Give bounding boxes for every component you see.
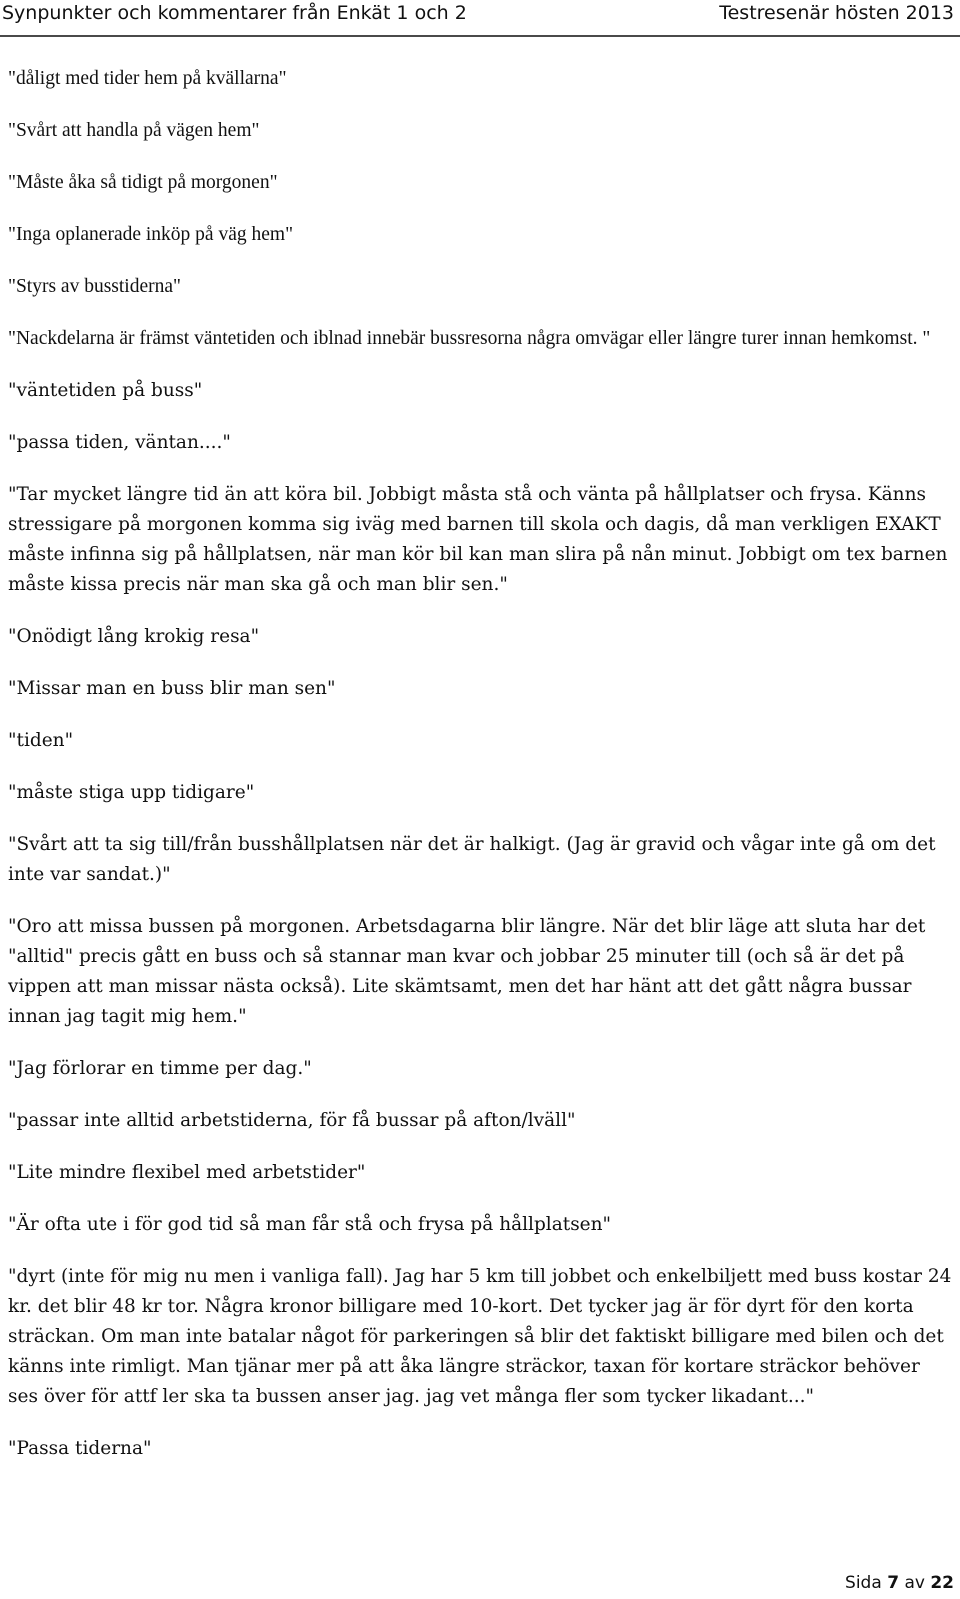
page-header bbox=[0, 0, 960, 48]
comment-paragraph: "Onödigt lång krokig resa" bbox=[8, 626, 260, 647]
comment-paragraph: "Jag förlorar en timme per dag." bbox=[8, 1058, 312, 1079]
comment-paragraph: "Lite mindre flexibel med arbetstider" bbox=[8, 1162, 366, 1183]
comment-paragraph: "dåligt med tider hem på kvällarna" bbox=[8, 68, 287, 89]
comment-paragraph: "Svårt att ta sig till/från busshållplatsen när det är halkigt. (Jag är gravid och vågar inte gå om det inte var sandat.)" bbox=[8, 834, 936, 885]
header-divider bbox=[0, 35, 960, 37]
document-period: Testresenär hösten 2013 bbox=[719, 2, 954, 24]
comment-paragraph: "tiden" bbox=[8, 730, 74, 751]
total-pages: 22 bbox=[930, 1573, 954, 1593]
comment-paragraph: "Tar mycket längre tid än att köra bil. Jobbigt måsta stå och vänta på hållplatser och frysa. Känns stressigare på morgonen komma sig iväg med barnen till skola och dagis, då man verkligen EXAKT måste infinna sig på hållplatsen, när man kör bil kan man slira på nån minut. Jobbigt om tex barnen måste kissa precis när man ska gå och man blir sen." bbox=[8, 484, 948, 595]
comment-paragraph: "Nackdelarna är främst väntetiden och iblnad innebär bussresorna några omvägar eller längre turer innan hemkomst. " bbox=[8, 328, 931, 349]
comment-list bbox=[8, 64, 954, 1486]
comment-paragraph: "Oro att missa bussen på morgonen. Arbetsdagarna blir längre. När det blir läge att sluta har det "alltid" precis gått en buss och så stannar man kvar och jobbar 25 minuter till (och så är det på vippen att man missar nästa också). Lite skämtsamt, men det har hänt att det gått några bussar innan jag tagit mig hem." bbox=[8, 916, 926, 1027]
comment-paragraph: "Styrs av busstiderna" bbox=[8, 276, 181, 297]
comment-paragraph: "Måste åka så tidigt på morgonen" bbox=[8, 172, 278, 193]
page-separator: av bbox=[904, 1573, 925, 1593]
page-label: Sida bbox=[845, 1573, 882, 1593]
document-title: Synpunkter och kommentarer från Enkät 1 och 2 bbox=[2, 2, 467, 24]
comment-paragraph: "passa tiden, väntan...." bbox=[8, 432, 231, 453]
comment-paragraph: "måste stiga upp tidigare" bbox=[8, 782, 255, 803]
comment-paragraph: "Missar man en buss blir man sen" bbox=[8, 678, 336, 699]
comment-paragraph: "dyrt (inte för mig nu men i vanliga fall). Jag har 5 km till jobbet och enkelbiljett med buss kostar 24 kr. det blir 48 kr tor. Några kronor billigare med 10-kort. Det tycker jag är för dyrt för den korta sträckan. Om man inte batalar något för parkeringen så blir det faktiskt billigare med bilen och det känns inte rimligt. Man tjänar mer på att åka längre sträckor, taxan för kortare sträckor behöver ses över för attf ler ska ta bussen anser jag. jag vet många fler som tycker likadant..." bbox=[8, 1266, 952, 1407]
comment-paragraph: "väntetiden på buss" bbox=[8, 380, 203, 401]
comment-paragraph: "Är ofta ute i för god tid så man får stå och frysa på hållplatsen" bbox=[8, 1214, 612, 1235]
page-footer bbox=[845, 1573, 954, 1593]
comment-paragraph: "Inga oplanerade inköp på väg hem" bbox=[8, 224, 294, 245]
comment-paragraph: "passar inte alltid arbetstiderna, för få bussar på afton/lväll" bbox=[8, 1110, 576, 1131]
comment-paragraph: "Passa tiderna" bbox=[8, 1438, 152, 1459]
current-page-number: 7 bbox=[887, 1573, 900, 1593]
comment-paragraph: "Svårt att handla på vägen hem" bbox=[8, 120, 260, 141]
